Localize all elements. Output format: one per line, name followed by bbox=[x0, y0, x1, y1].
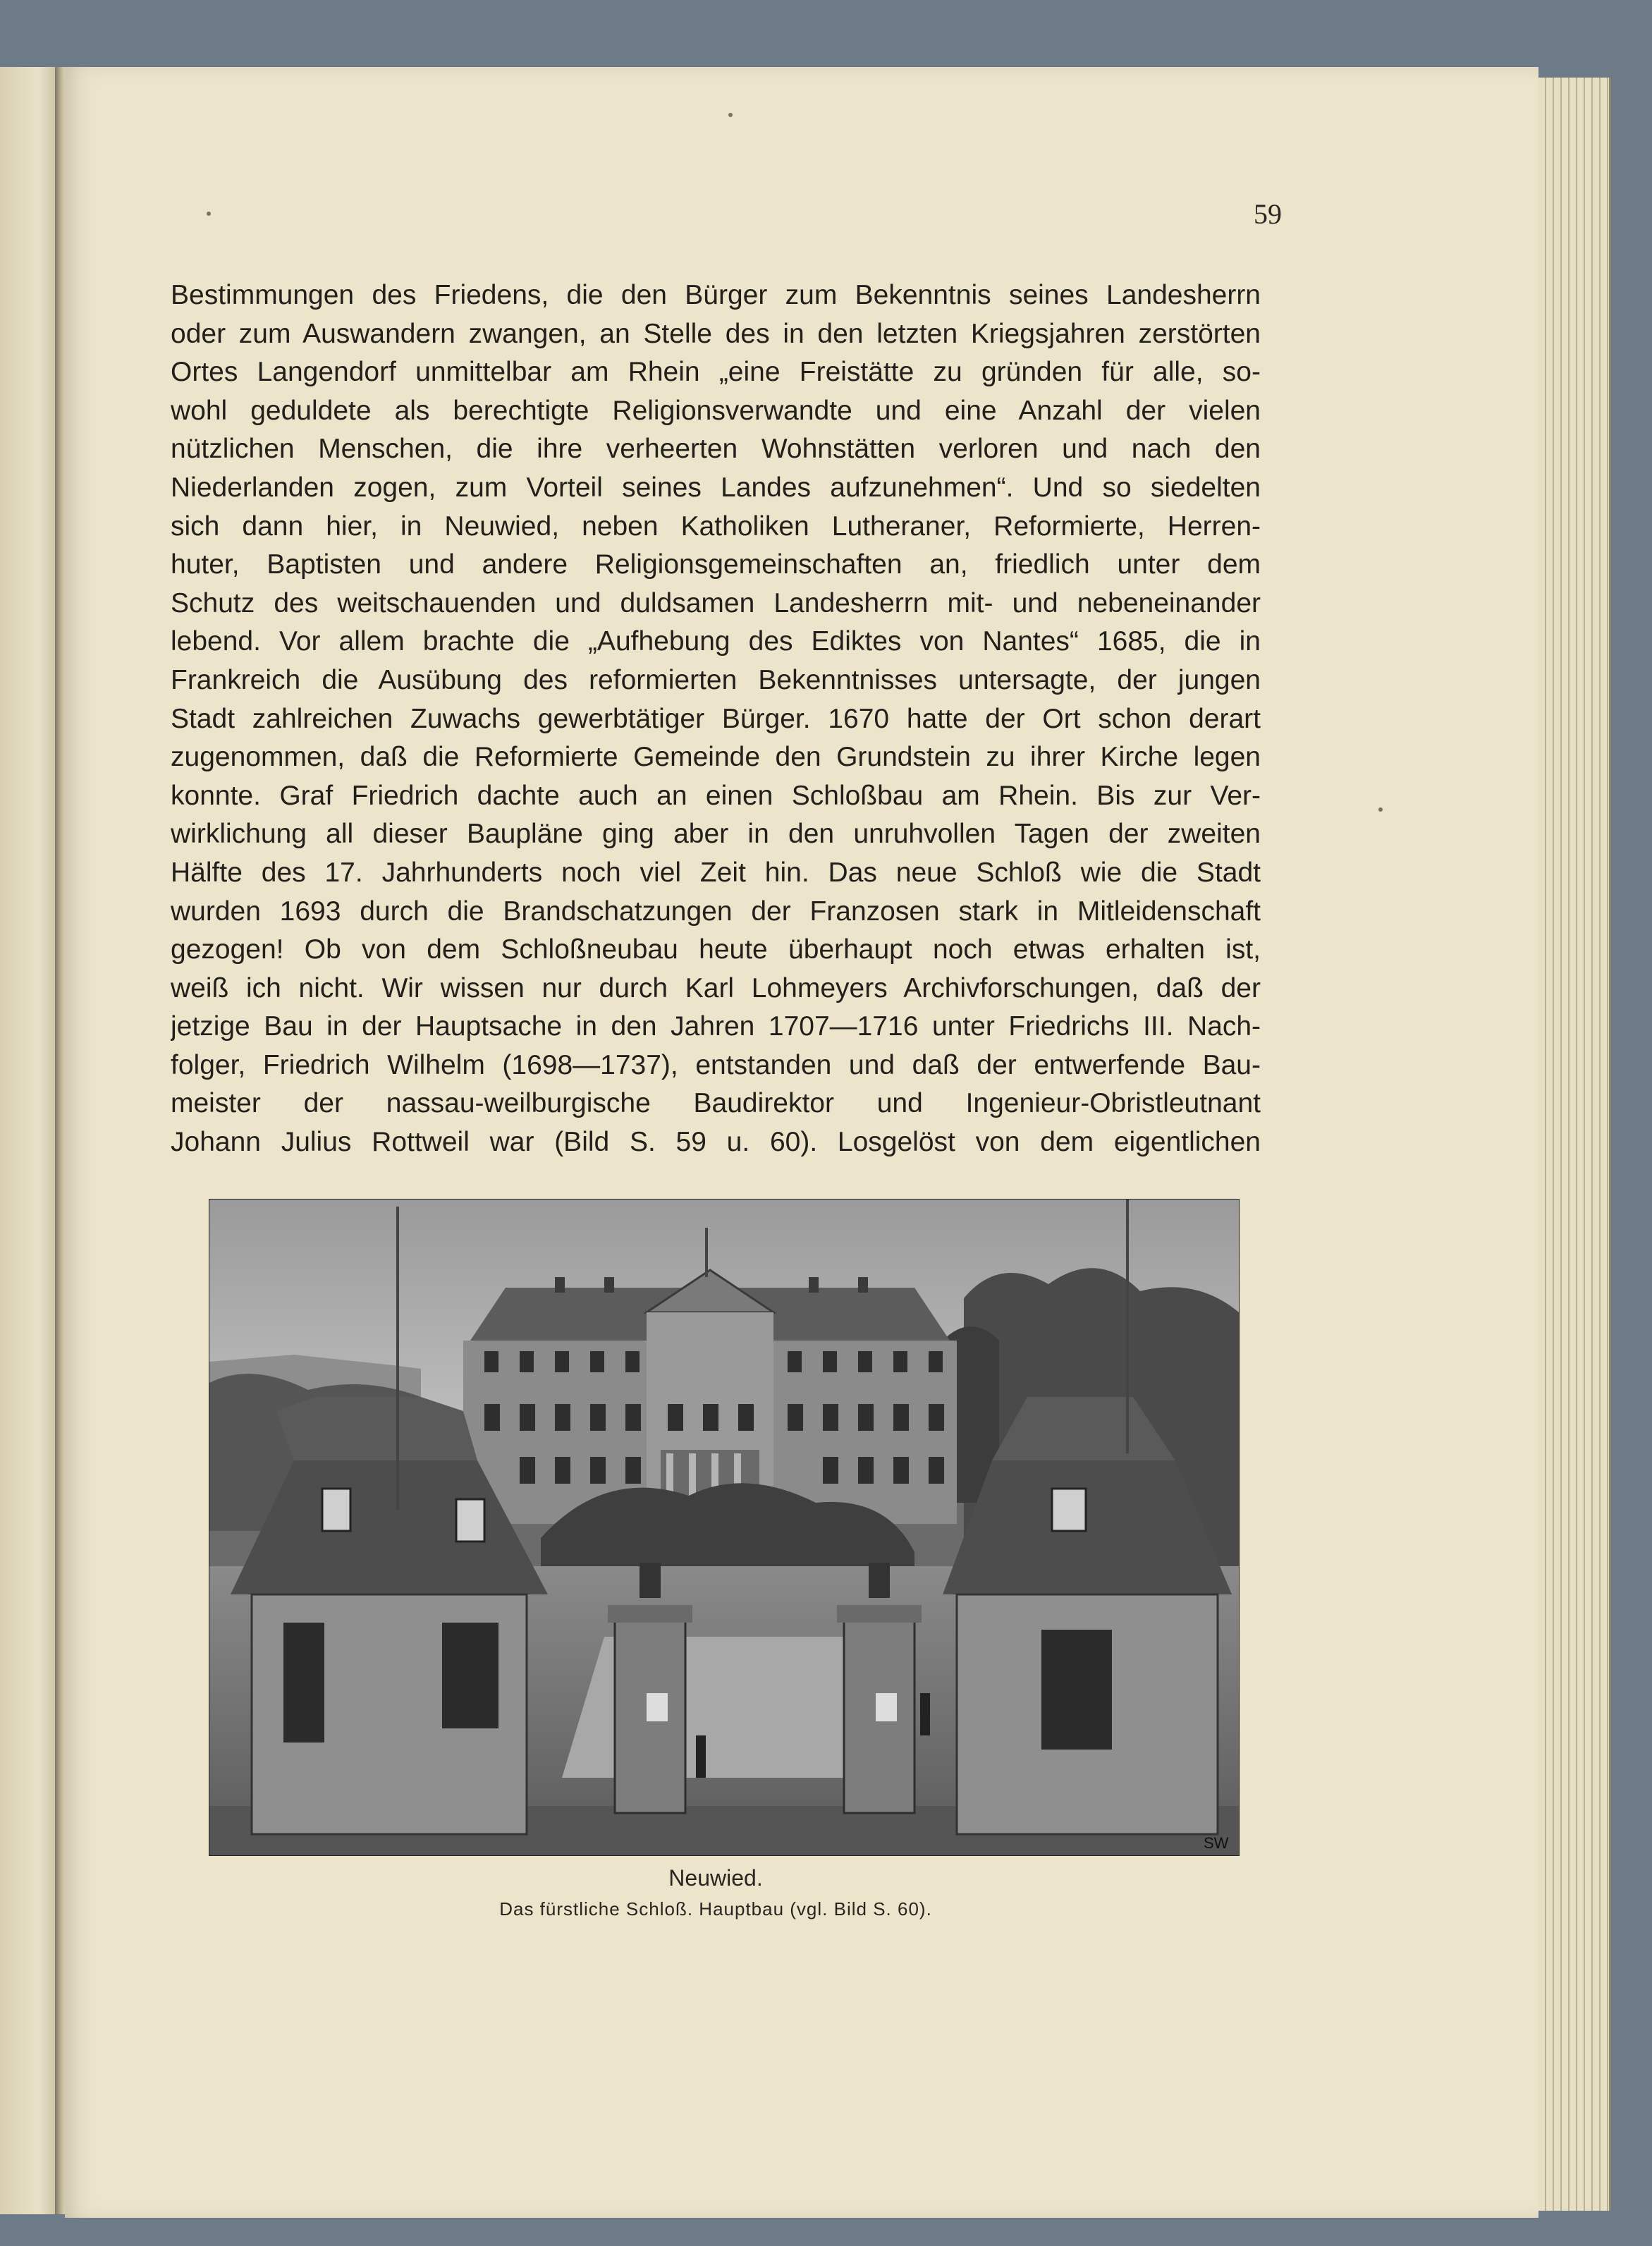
left-facing-page bbox=[0, 67, 56, 2214]
castle-photograph bbox=[209, 1199, 1240, 1856]
paper-speck bbox=[1378, 807, 1383, 812]
text-line: zugenommen, daß die Reformierte Gemeinde den Grundstein zu ihrer Kirche legen bbox=[171, 742, 1261, 773]
text-line: Hälfte des 17. Jahrhunderts noch viel Zeit hin. Das neue Schloß wie die Stadt bbox=[171, 857, 1261, 888]
text-line: Ortes Langendorf unmittelbar am Rhein „eine Freistätte zu gründen für alle, so- bbox=[171, 357, 1261, 388]
text-line: meister der nassau-weilburgische Baudirektor und Ingenieur-Obristleutnant bbox=[171, 1088, 1261, 1119]
text-line: folger, Friedrich Wilhelm (1698—1737), entstanden und daß der entwerfende Bau- bbox=[171, 1049, 1261, 1080]
caption-subtitle: Das fürstliche Schloß. Hauptbau (vgl. Bild S. 60). bbox=[499, 1898, 932, 1920]
text-line: lebend. Vor allem brachte die „Aufhebung des Ediktes von Nantes“ 1685, die in bbox=[171, 626, 1261, 657]
text-line: wurden 1693 durch die Brandschatzungen der Franzosen stark in Mitleidenschaft bbox=[171, 896, 1261, 927]
text-line: nützlichen Menschen, die ihre verheerten Wohnstätten verloren und nach den bbox=[171, 434, 1261, 465]
photo-signature: SW bbox=[1204, 1834, 1229, 1852]
body-text bbox=[171, 276, 1261, 1162]
page-number: 59 bbox=[1254, 198, 1282, 230]
caption-title: Neuwied. bbox=[668, 1865, 763, 1891]
text-line: wirklichung all dieser Baupläne ging aber in den unruhvollen Tagen der zweiten bbox=[171, 819, 1261, 850]
paper-speck bbox=[728, 113, 733, 117]
text-line: wohl geduldete als berechtigte Religionsverwandte und eine Anzahl der vielen bbox=[171, 395, 1261, 426]
text-line: konnte. Graf Friedrich dachte auch an einen Schloßbau am Rhein. Bis zur Ver- bbox=[171, 780, 1261, 811]
text-line: huter, Baptisten und andere Religionsgemeinschaften an, friedlich unter dem bbox=[171, 549, 1261, 580]
book-gutter bbox=[55, 67, 65, 2214]
text-line: weiß ich nicht. Wir wissen nur durch Karl Lohmeyers Archivforschungen, daß der bbox=[171, 972, 1261, 1003]
text-line: jetzige Bau in der Hauptsache in den Jahren 1707—1716 unter Friedrichs III. Nach- bbox=[171, 1011, 1261, 1042]
page-edges bbox=[1538, 78, 1611, 2211]
text-line: Stadt zahlreichen Zuwachs gewerbtätiger Bürger. 1670 hatte der Ort schon derart bbox=[171, 703, 1261, 734]
text-line: Schutz des weitschauenden und duldsamen Landesherrn mit- und nebeneinander bbox=[171, 587, 1261, 618]
paper-speck bbox=[207, 212, 211, 216]
text-line: gezogen! Ob von dem Schloßneubau heute überhaupt noch etwas erhalten ist, bbox=[171, 934, 1261, 965]
text-line: Niederlanden zogen, zum Vorteil seines Landes aufzunehmen“. Und so siedelten bbox=[171, 472, 1261, 503]
text-line: sich dann hier, in Neuwied, neben Katholiken Lutheraner, Reformierte, Herren- bbox=[171, 511, 1261, 542]
text-line: oder zum Auswandern zwangen, an Stelle des in den letzten Kriegsjahren zerstörten bbox=[171, 318, 1261, 349]
text-line: Frankreich die Ausübung des reformierten Bekenntnisses untersagte, der jungen bbox=[171, 664, 1261, 695]
text-line: Johann Julius Rottweil war (Bild S. 59 u. 60). Losgelöst von dem eigentlichen bbox=[171, 1127, 1261, 1158]
text-line: Bestimmungen des Friedens, die den Bürger zum Bekenntnis seines Landesherrn bbox=[171, 280, 1261, 310]
